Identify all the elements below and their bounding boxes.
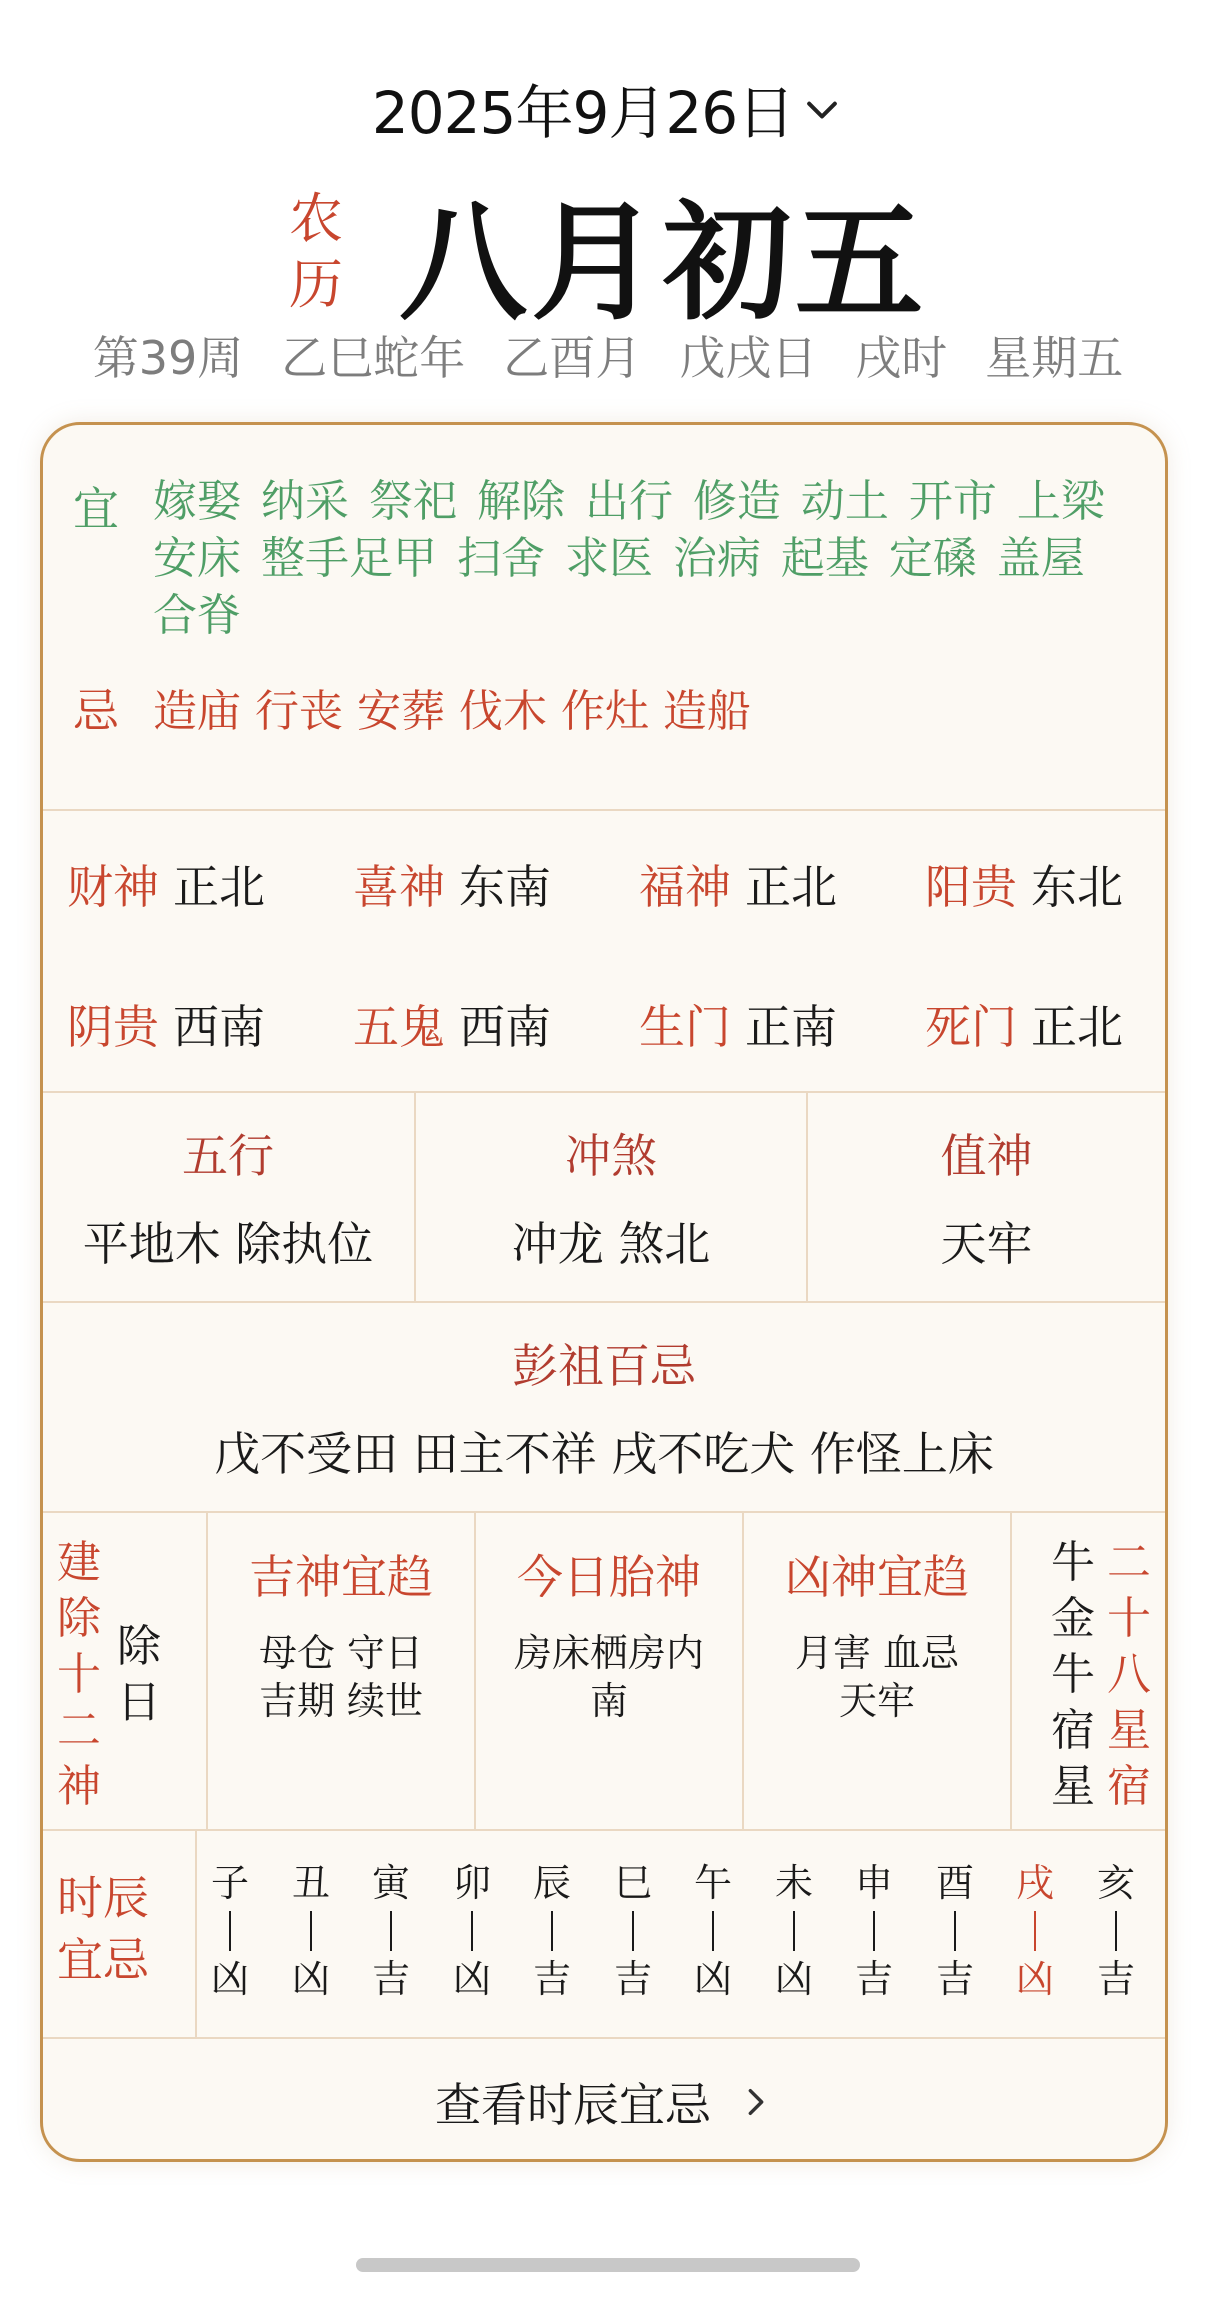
god-yanggui (925, 851, 1123, 917)
taishen-title: 今日胎神 (517, 1550, 701, 1604)
god-name: 喜神 (353, 860, 445, 914)
divider (195, 1831, 197, 2037)
hour-branch: 未 (774, 1861, 813, 1905)
hours-section (43, 1831, 1165, 2037)
taishen-cell (476, 1513, 742, 1829)
hour-connector (310, 1911, 312, 1951)
label-char: 神 (57, 1761, 101, 1812)
god-caishen (67, 851, 265, 917)
god-wugui (353, 991, 551, 1057)
year-ganzhi: 乙巳蛇年 (281, 331, 466, 385)
hour-branch: 巳 (613, 1861, 652, 1905)
god-name: 五鬼 (353, 1000, 445, 1054)
pengzu-title: 彭祖百忌 (512, 1339, 696, 1393)
hour-luck: 凶 (291, 1957, 330, 2001)
hour-branch: 亥 (1096, 1861, 1135, 1905)
almanac-card (40, 422, 1168, 2162)
hour-luck: 凶 (210, 1957, 249, 2001)
hour-shen (847, 1861, 901, 2001)
god-name: 生门 (639, 1000, 731, 1054)
hour-branch: 丑 (291, 1861, 330, 1905)
day-ganzhi: 戊戌日 (679, 331, 818, 385)
hour-luck: 吉 (532, 1957, 571, 2001)
hour-wei (767, 1861, 821, 2001)
label-char: 建 (57, 1537, 101, 1588)
label-char: 宿 (1107, 1761, 1151, 1812)
hour-connector (229, 1911, 231, 1951)
hour-connector (471, 1911, 473, 1951)
hour-connector (632, 1911, 634, 1951)
god-direction: 正北 (1031, 1000, 1123, 1054)
hour-hai (1089, 1861, 1143, 2001)
taishen-line: 房床栖房内 (513, 1631, 704, 1675)
lunar-tag (289, 186, 343, 318)
xiongshen-line: 月害 血忌 (794, 1631, 960, 1675)
jishen-line: 吉期 续世 (258, 1679, 424, 1723)
god-name: 财神 (67, 860, 159, 914)
god-simen (925, 991, 1123, 1057)
value-char: 日 (117, 1677, 161, 1728)
hour-you (928, 1861, 982, 2001)
hour-branch: 午 (693, 1861, 732, 1905)
hour-connector (1034, 1911, 1036, 1951)
hour-connector (712, 1911, 714, 1951)
value-char: 除 (117, 1621, 161, 1672)
hour-luck: 吉 (854, 1957, 893, 2001)
god-direction: 西南 (173, 1000, 265, 1054)
lunar-date-block (0, 160, 1216, 344)
home-indicator[interactable] (356, 2258, 860, 2272)
hour-luck: 吉 (371, 1957, 410, 2001)
ji-row (73, 675, 751, 741)
hour-luck: 吉 (1096, 1957, 1135, 2001)
value-char: 牛 (1051, 1537, 1095, 1588)
value-char: 牛 (1051, 1649, 1095, 1700)
lunar-tag-char: 农 (288, 187, 343, 250)
god-direction: 正北 (173, 860, 265, 914)
solar-date[interactable]: 2025年9月26日 (371, 79, 795, 147)
chongsha-value: 冲龙 煞北 (511, 1217, 711, 1271)
chongsha-cell (416, 1093, 806, 1301)
hour-connector (390, 1911, 392, 1951)
god-name: 福神 (639, 860, 731, 914)
hour-yin (364, 1861, 418, 2001)
hour-branch: 戌 (1015, 1861, 1054, 1905)
view-hours-button[interactable] (43, 2039, 1165, 2162)
hour-branch: 辰 (532, 1861, 571, 1905)
wuxing-cell (43, 1093, 413, 1301)
hour-luck: 吉 (613, 1957, 652, 2001)
hour-connector (1115, 1911, 1117, 1951)
label-char: 二 (57, 1705, 101, 1756)
god-direction: 东北 (1031, 860, 1123, 914)
hour-branch: 子 (210, 1861, 249, 1905)
label-char: 十 (57, 1649, 101, 1700)
hour-xu-current (1008, 1861, 1062, 2001)
god-direction: 西南 (459, 1000, 551, 1054)
wuxing-value: 平地木 除执位 (82, 1217, 374, 1271)
label-char: 除 (57, 1593, 101, 1644)
hour-branch: 卯 (452, 1861, 491, 1905)
hour-si (606, 1861, 660, 2001)
value-char: 金 (1051, 1593, 1095, 1644)
xiu-value (1051, 1535, 1095, 1815)
lunar-date: 八月初五 (398, 189, 927, 338)
god-name: 阳贵 (925, 860, 1017, 914)
twelve-gods-label (57, 1535, 101, 1815)
ji-items: 造庙 行丧 安葬 伐木 作灶 造船 (153, 686, 751, 737)
ganzhi-info (0, 322, 1216, 388)
xiongshen-title: 凶神宜趋 (785, 1550, 969, 1604)
xiu-label (1107, 1535, 1151, 1815)
hour-branch: 申 (854, 1861, 893, 1905)
jishen-cell (208, 1513, 474, 1829)
zhishen-title: 值神 (940, 1129, 1033, 1183)
wuxing-title: 五行 (182, 1129, 274, 1183)
date-picker[interactable] (0, 66, 1216, 150)
chongsha-title: 冲煞 (565, 1129, 657, 1183)
weekday: 星期五 (985, 331, 1124, 385)
chevron-right-icon[interactable] (739, 2085, 773, 2119)
jishen-line: 母仓 守日 (258, 1631, 424, 1675)
god-shengmen (639, 991, 837, 1057)
value-char: 宿 (1051, 1705, 1095, 1756)
hours-label-line: 宜忌 (57, 1933, 149, 1987)
hour-connector (551, 1911, 553, 1951)
yi-label: 宜 (73, 482, 119, 536)
hour-luck: 凶 (774, 1957, 813, 2001)
hour-branch: 寅 (371, 1861, 410, 1905)
ji-label: 忌 (73, 684, 119, 738)
zhishen-value: 天牢 (940, 1217, 1033, 1271)
jishen-title: 吉神宜趋 (249, 1550, 433, 1604)
value-char: 星 (1051, 1761, 1095, 1812)
god-fushen (639, 851, 837, 917)
week-number: 第39周 (92, 331, 244, 385)
hour-connector (873, 1911, 875, 1951)
xiongshen-line: 天牢 (838, 1679, 915, 1723)
god-yingui (67, 991, 265, 1057)
shensha-row (43, 1513, 1165, 1829)
hour-zi (203, 1861, 257, 2001)
hours-label-line: 时辰 (57, 1871, 149, 1925)
god-xishen (353, 851, 551, 917)
hours-label (57, 1867, 149, 1991)
month-ganzhi: 乙酉月 (503, 331, 642, 385)
chevron-down-icon[interactable] (800, 89, 844, 133)
xiongshen-cell (744, 1513, 1010, 1829)
taishen-line: 南 (589, 1679, 628, 1723)
hour-luck: 凶 (693, 1957, 732, 2001)
hour-ganzhi: 戌时 (855, 331, 948, 385)
yi-items: 嫁娶 纳采 祭祀 解除 出行 修造 动土 开市 上梁 安床 整手足甲 扫舍 求医 治病 起基 定磉 盖屋 合脊 (153, 476, 1105, 641)
god-directions (43, 811, 1165, 1087)
hour-branch: 酉 (935, 1861, 974, 1905)
hour-connector (954, 1911, 956, 1951)
hour-mao (445, 1861, 499, 2001)
label-char: 十 (1107, 1593, 1151, 1644)
god-name: 阴贵 (67, 1000, 159, 1054)
pengzu-section (43, 1303, 1165, 1511)
view-hours-label[interactable]: 查看时辰宜忌 (435, 2078, 711, 2132)
god-direction: 正北 (745, 860, 837, 914)
hour-luck: 凶 (452, 1957, 491, 2001)
god-direction: 东南 (459, 860, 551, 914)
hour-luck: 凶 (1015, 1957, 1054, 2001)
label-char: 星 (1107, 1705, 1151, 1756)
yi-row (73, 473, 1133, 644)
label-char: 二 (1107, 1537, 1151, 1588)
lunar-tag-char: 历 (288, 253, 343, 316)
wuxing-chongsha-zhishen (43, 1093, 1165, 1301)
hour-luck: 吉 (935, 1957, 974, 2001)
hour-wu (686, 1861, 740, 2001)
god-direction: 正南 (745, 1000, 837, 1054)
god-name: 死门 (925, 1000, 1017, 1054)
hour-chou (284, 1861, 338, 2001)
twelve-gods-value (117, 1619, 161, 1731)
label-char: 八 (1107, 1649, 1151, 1700)
zhishen-cell (808, 1093, 1165, 1301)
hour-connector (793, 1911, 795, 1951)
hour-chen (525, 1861, 579, 2001)
pengzu-value: 戊不受田 田主不祥 戌不吃犬 作怪上床 (214, 1427, 994, 1481)
divider (1010, 1513, 1012, 1829)
